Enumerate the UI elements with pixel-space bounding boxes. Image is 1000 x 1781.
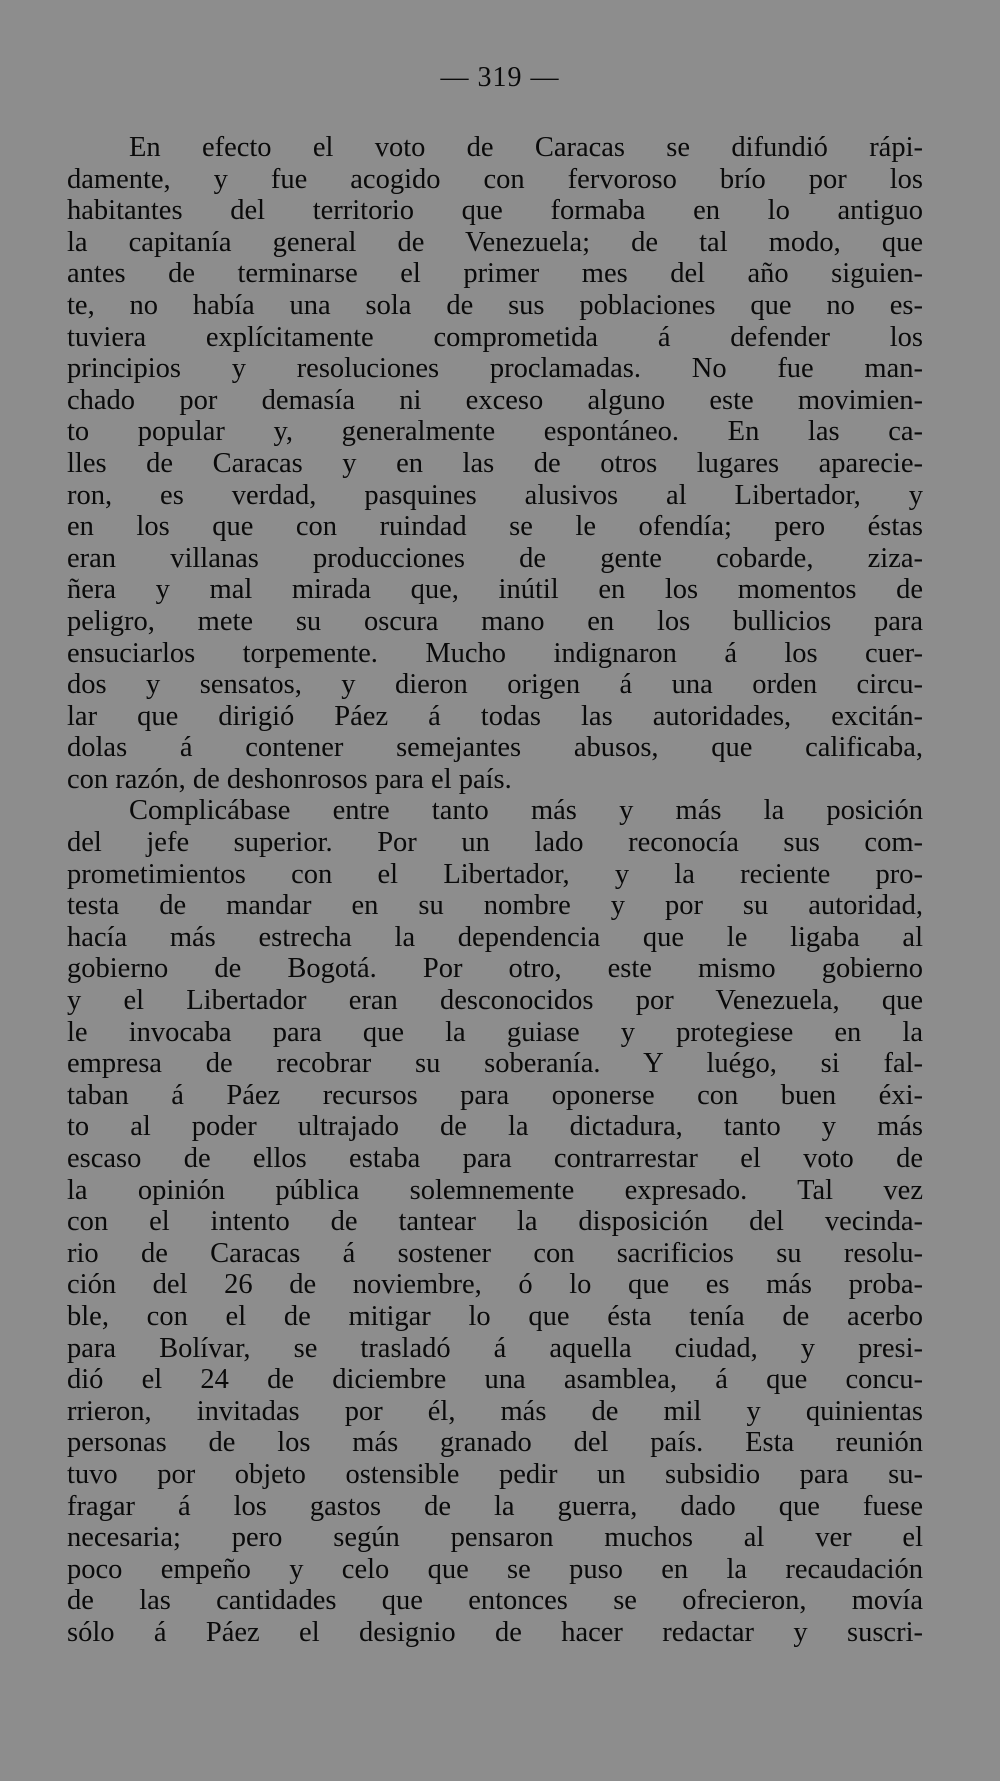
body-text (67, 132, 923, 1649)
text-line: dos y sensatos, y dieron origen á una orden circu- (67, 669, 923, 701)
text-line: tuviera explícitamente comprometida á defender los (67, 321, 923, 353)
text-line: le invocaba para que la guiase y protegiese en la (67, 1016, 923, 1048)
text-line: Complicábase entre tanto más y más la posición (129, 795, 923, 827)
text-line: lles de Caracas y en las de otros lugares aparecie- (67, 447, 923, 479)
text-line: fragar á los gastos de la guerra, dado que fuese (67, 1490, 923, 1522)
text-line: antes de terminarse el primer mes del año siguien- (67, 258, 923, 290)
text-line: con razón, de deshonrosos para el país. (67, 763, 512, 795)
text-line: hacía más estrecha la dependencia que le ligaba al (67, 921, 923, 953)
text-line: para Bolívar, se trasladó á aquella ciudad, y presi- (67, 1332, 923, 1364)
text-line: gobierno de Bogotá. Por otro, este mismo gobierno (67, 953, 923, 985)
text-line: principios y resoluciones proclamadas. No fue man- (67, 353, 923, 385)
text-line: con el intento de tantear la disposición del vecinda- (67, 1206, 923, 1238)
text-line: chado por demasía ni exceso alguno este movimien- (67, 384, 923, 416)
text-line: dió el 24 de diciembre una asamblea, á que concu- (67, 1364, 923, 1396)
text-line: personas de los más granado del país. Esta reunión (67, 1427, 923, 1459)
text-line: testa de mandar en su nombre y por su autoridad, (67, 890, 923, 922)
text-line: la opinión pública solemnemente expresado. Tal vez (67, 1174, 923, 1206)
paragraph-1 (67, 132, 923, 795)
text-line: del jefe superior. Por un lado reconocía sus com- (67, 827, 923, 859)
text-line: ble, con el de mitigar lo que ésta tenía de acerbo (67, 1300, 923, 1332)
text-line: ensuciarlos torpemente. Mucho indignaron á los cuer- (67, 637, 923, 669)
text-line: ción del 26 de noviembre, ó lo que es más proba- (67, 1269, 923, 1301)
text-line: en los que con ruindad se le ofendía; pero éstas (67, 511, 923, 543)
text-line: necesaria; pero según pensaron muchos al ver el (67, 1522, 923, 1554)
text-line: ñera y mal mirada que, inútil en los momentos de (67, 574, 923, 606)
text-line: taban á Páez recursos para oponerse con buen éxi- (67, 1079, 923, 1111)
page-number: — 319 — (440, 62, 560, 93)
text-line: damente, y fue acogido con fervoroso brío por los (67, 163, 923, 195)
text-line: prometimientos con el Libertador, y la reciente pro- (67, 858, 923, 890)
text-line: to al poder ultrajado de la dictadura, tanto y más (67, 1111, 923, 1143)
text-line: ron, es verdad, pasquines alusivos al Libertador, y (67, 479, 923, 511)
text-line: lar que dirigió Páez á todas las autoridades, excitán- (67, 700, 923, 732)
text-line: tuvo por objeto ostensible pedir un subsidio para su- (67, 1458, 923, 1490)
text-line: peligro, mete su oscura mano en los bullicios para (67, 605, 923, 637)
text-line: rrieron, invitadas por él, más de mil y quinientas (67, 1395, 923, 1427)
text-line: En efecto el voto de Caracas se difundió rápi- (129, 132, 923, 163)
text-line: to popular y, generalmente espontáneo. En las ca- (67, 416, 923, 448)
paragraph-2 (67, 795, 923, 1648)
text-line: eran villanas producciones de gente cobarde, ziza- (67, 542, 923, 574)
text-line: te, no había una sola de sus poblaciones que no es- (67, 289, 923, 321)
text-line: dolas á contener semejantes abusos, que calificaba, (67, 732, 923, 764)
text-line: escaso de ellos estaba para contrarrestar el voto de (67, 1143, 923, 1174)
text-line: de las cantidades que entonces se ofrecieron, movía (67, 1585, 923, 1617)
text-line: la capitanía general de Venezuela; de tal modo, que (67, 226, 923, 258)
text-line: rio de Caracas á sostener con sacrificios su resolu- (67, 1237, 923, 1269)
text-line: empresa de recobrar su soberanía. Y luégo, si fal- (67, 1048, 923, 1080)
text-line: poco empeño y celo que se puso en la recaudación (67, 1553, 923, 1585)
text-line: habitantes del territorio que formaba en lo antiguo (67, 195, 923, 227)
text-line: sólo á Páez el designio de hacer redactar y suscri- (67, 1616, 923, 1648)
text-line: y el Libertador eran desconocidos por Venezuela, que (67, 985, 923, 1017)
